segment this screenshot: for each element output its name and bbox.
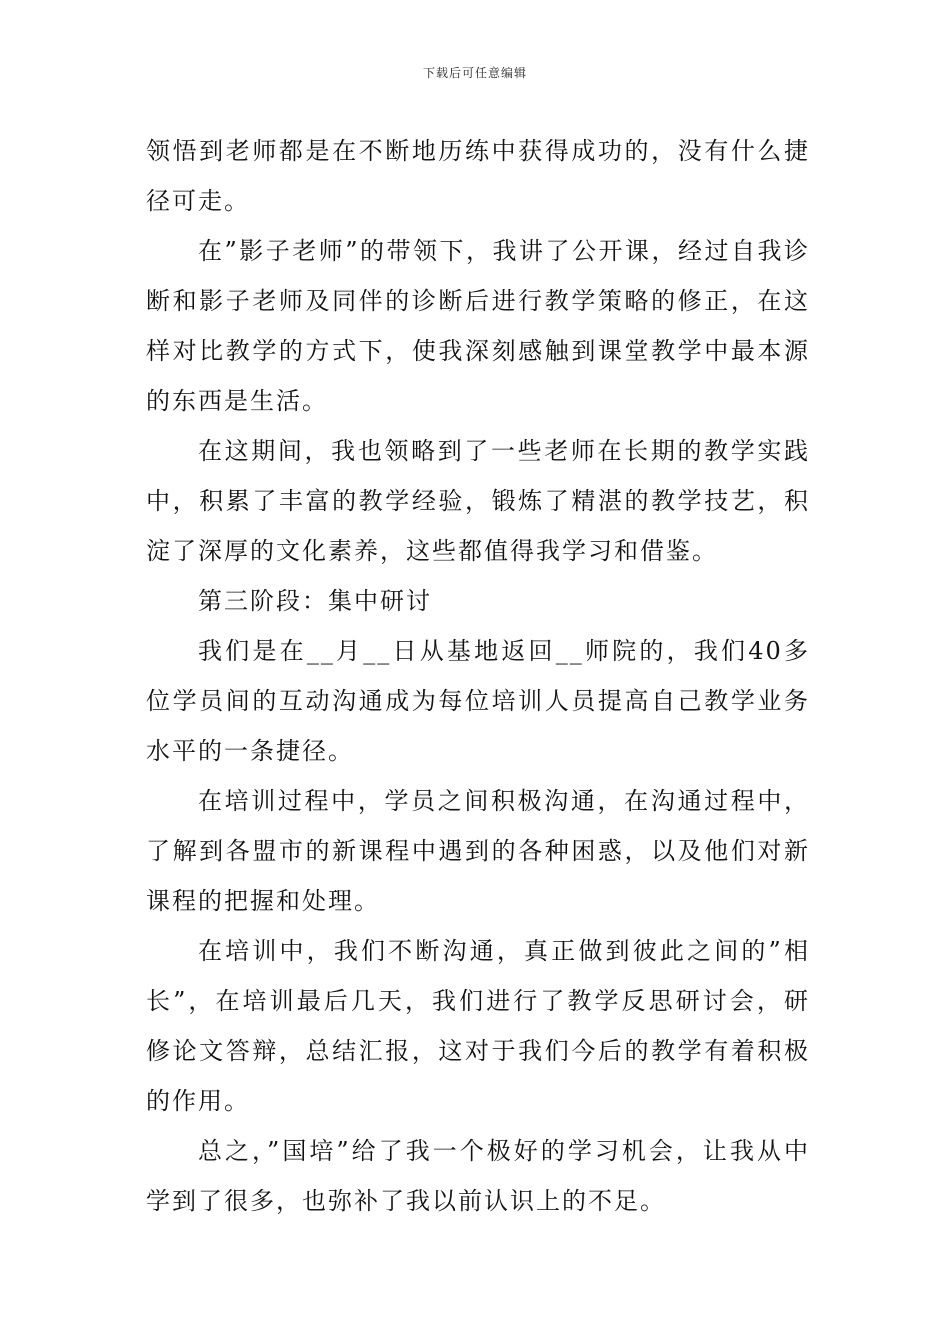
paragraph-7: 总之，”国培”给了我一个极好的学习机会，让我从中学到了很多，也弥补了我以前认识上的不足。 <box>146 1137 810 1215</box>
paragraph-2: 在”影子老师”的带领下，我讲了公开课，经过自我诊断和影子老师及同伴的诊断后进行教学策略的修正，在这样对比教学的方式下，使我深刻感触到课堂教学中最本源的东西是生活。 <box>146 237 810 415</box>
paragraph-1: 领悟到老师都是在不断地历练中获得成功的，没有什么捷径可走。 <box>146 137 810 215</box>
paragraph-3: 在这期间，我也领略到了一些老师在长期的教学实践中，积累了丰富的教学经验，锻炼了精湛的教学技艺，积淀了深厚的文化素养，这些都值得我学习和借鉴。 <box>146 437 810 565</box>
document-body <box>146 126 810 1226</box>
paragraph-5: 在培训过程中，学员之间积极沟通，在沟通过程中，了解到各盟市的新课程中遇到的各种困惑，以及他们对新课程的把握和处理。 <box>146 787 810 915</box>
page-header: 下载后可任意编辑 <box>422 66 527 80</box>
paragraph-4: 我们是在__月__日从基地返回__师院的，我们40多位学员间的互动沟通成为每位培训人员提高自己教学业务水平的一条捷径。 <box>146 637 810 765</box>
section-heading: 第三阶段：集中研讨 <box>198 587 432 615</box>
paragraph-6: 在培训中，我们不断沟通，真正做到彼此之间的”相长”，在培训最后几天，我们进行了教学反思研讨会，研修论文答辩，总结汇报，这对于我们今后的教学有着积极的作用。 <box>146 937 810 1115</box>
